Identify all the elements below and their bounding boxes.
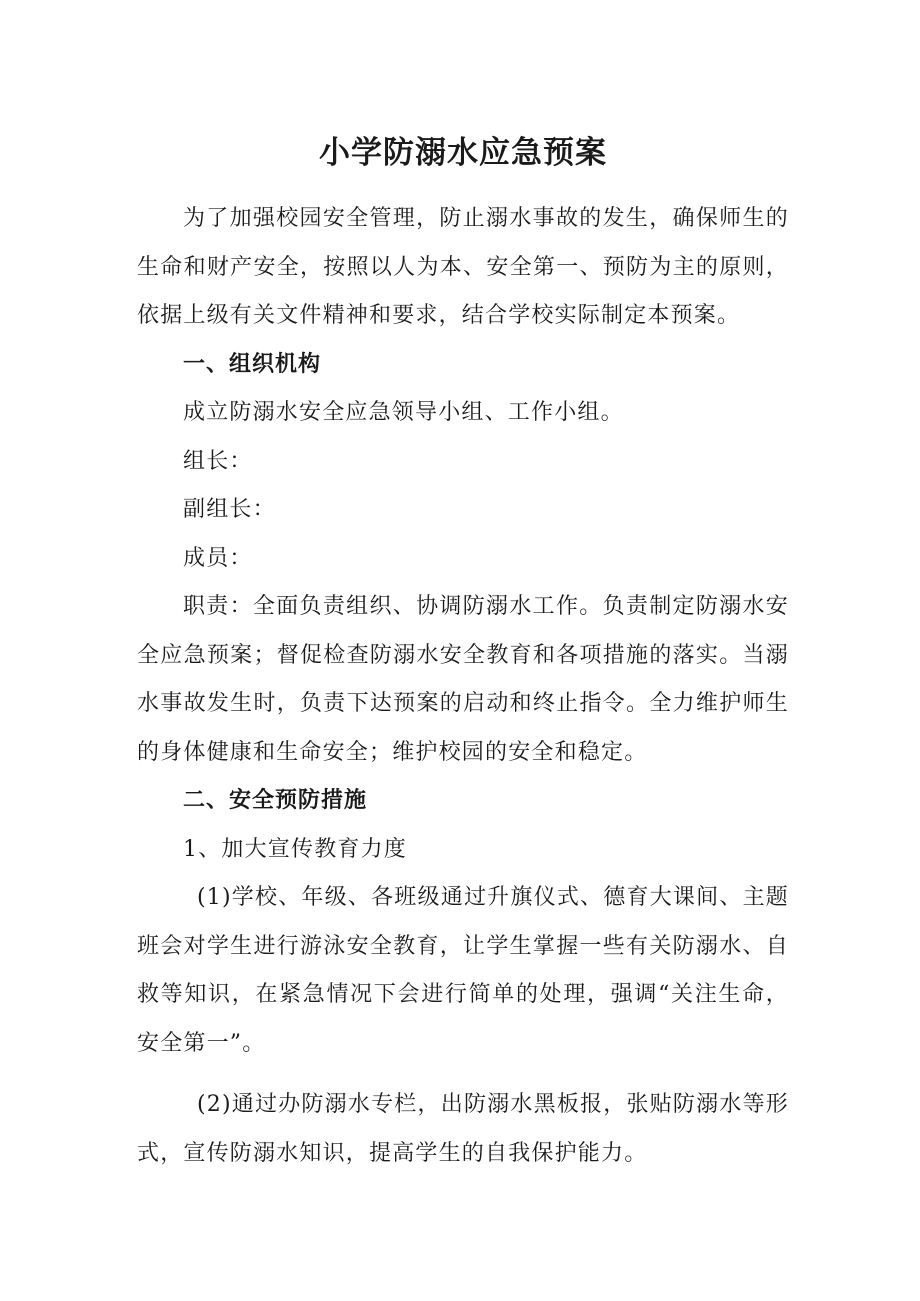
duties-paragraph: 职责：全面负责组织、协调防溺水工作。负责制定防溺水安全应急预案；督促检查防溺水安全教育和各项措施的落实。当溺水事故发生时，负责下达预案的启动和终止指令。全力维护师生的身体健康和生命安全；维护校园的安全和稳定。 [137,594,789,765]
members-line: 成员： [183,545,253,571]
document-title: 小学防溺水应急预案 [319,135,607,171]
item-heading-education: 1、加大宣传教育力度 [183,836,407,862]
leader-line: 组长： [183,448,253,474]
document-page [137,128,789,1178]
intro-paragraph: 为了加强校园安全管理，防止溺水事故的发生，确保师生的生命和财产安全，按照以人为本、安全第一、预防为主的原则，依据上级有关文件精神和要求，结合学校实际制定本预案。 [137,206,789,328]
education-subitem-1: (1)学校、年级、各班级通过升旗仪式、德育大课间、主题班会对学生进行游泳安全教育，让学生掌握一些有关防溺水、自救等知识，在紧急情况下会进行简单的处理，强调“关注生命，安全第一”。 [137,885,789,1056]
section-heading-prevention: 二、安全预防措施 [183,788,368,813]
education-subitem-2: (2)通过办防溺水专栏，出防溺水黑板报，张贴防溺水等形式，宣传防溺水知识，提高学生的自我保护能力。 [137,1092,789,1166]
section-heading-organization: 一、组织机构 [183,351,322,377]
deputy-leader-line: 副组长： [183,497,276,522]
organization-line: 成立防溺水安全应急领导小组、工作小组。 [183,400,624,425]
